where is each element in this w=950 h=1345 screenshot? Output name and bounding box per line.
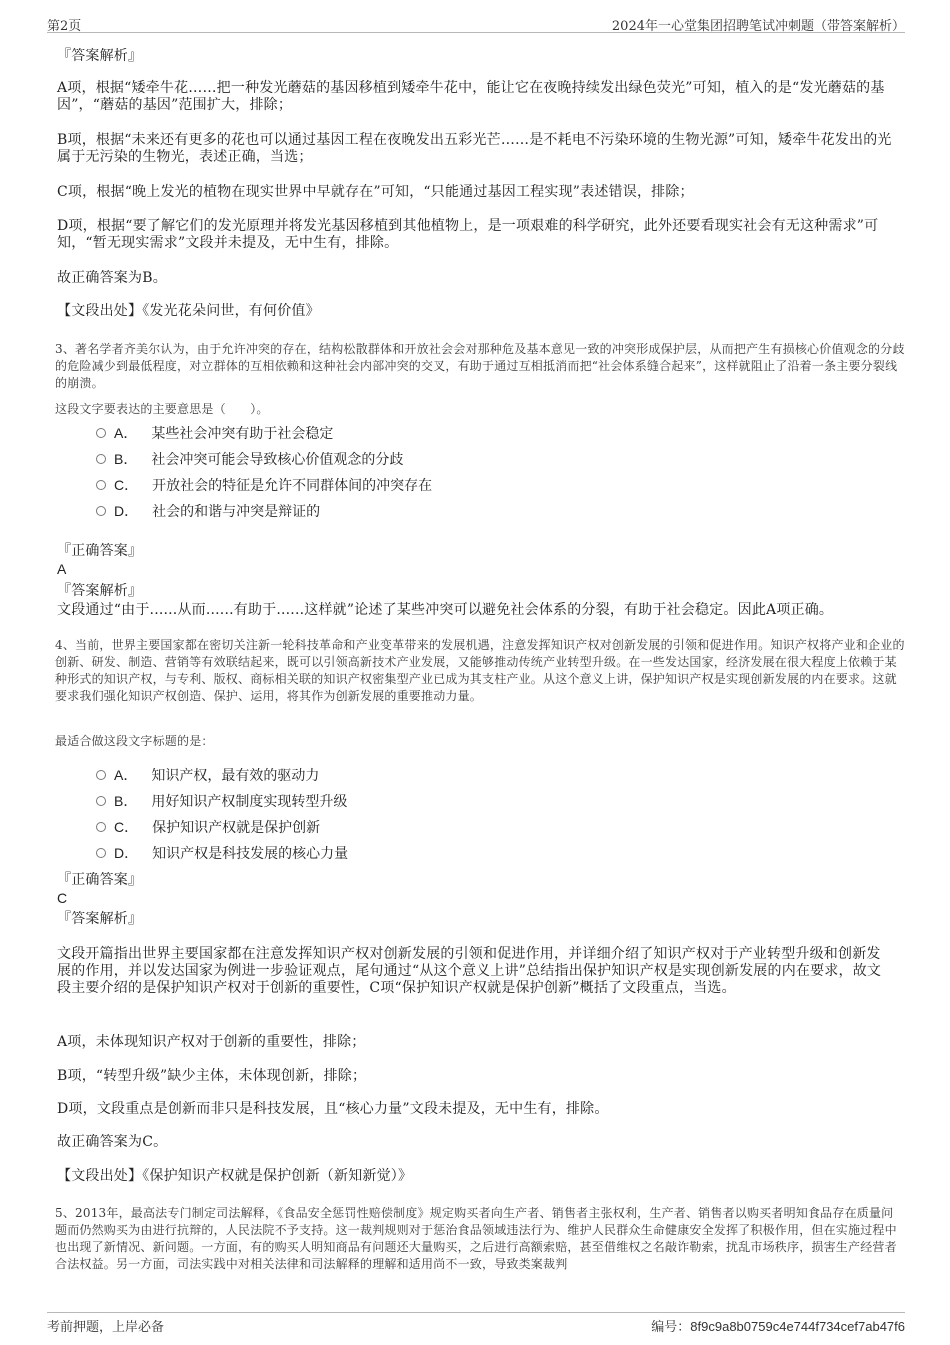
q3-correct-answer: A: [57, 561, 67, 577]
radio-icon[interactable]: [96, 480, 106, 490]
page-footer: [47, 1312, 905, 1335]
q3-option-c[interactable]: [96, 476, 432, 494]
option-letter: A．: [114, 767, 138, 783]
q2-analysis-label: 『答案解析』: [57, 48, 143, 64]
option-text: 知识产权是科技发展的核心力量: [152, 846, 349, 862]
q3-option-a[interactable]: [96, 424, 333, 442]
q3-correct-label: 『正确答案』: [57, 543, 143, 559]
option-text: 保护知识产权就是保护创新: [152, 820, 321, 836]
radio-icon[interactable]: [96, 822, 106, 832]
q4-conclusion: 故正确答案为C。: [57, 1134, 168, 1150]
option-text: 社会的和谐与冲突是辩证的: [152, 504, 321, 520]
option-letter: A．: [114, 425, 138, 441]
q4-question: 最适合做这段文字标题的是：: [55, 734, 214, 748]
q4-option-d[interactable]: [96, 844, 348, 862]
q4-correct-label: 『正确答案』: [57, 872, 143, 888]
q2-analysis-d: D项，根据“要了解它们的发光原理并将发光基因移植到其他植物上，是一项艰难的科学研究，此外还要看现实社会有无这种需求”可知，“暂无现实需求”文段并未提及，无中生有，排除。: [57, 218, 879, 251]
q4-analysis-label: 『答案解析』: [57, 911, 143, 927]
q3-option-d[interactable]: [96, 502, 320, 520]
option-text: 开放社会的特征是允许不同群体间的冲突存在: [152, 478, 433, 494]
option-text: 社会冲突可能会导致核心价值观念的分歧: [151, 452, 404, 468]
q5-stem: 5、2013年，最高法专门制定司法解释，《食品安全惩罚性赔偿制度》规定购买者向生产者、销售者主张权利，生产者、销售者以购买者明知食品存在质量问题而仍然购买为由进行抗辩的，人民法院不予支持。这一裁判规则对于惩治食品领域违法行为、维护人民群众生命健康安全发挥了积极作用，但在实施过程中也出现了新情况、新问题。一方面，有的购买人明知商品有问题还大量购买，之后进行高额索赔，甚至借维权之名敲诈勒索，扰乱市场秩序，损害生产经营者合法权益。另一方面，司法实践中对相关法律和司法解释的理解和适用尚不一致，导致类案裁判: [55, 1206, 897, 1271]
radio-icon[interactable]: [96, 848, 106, 858]
option-letter: C．: [114, 477, 139, 493]
document-code: [651, 1316, 905, 1335]
page-header: [47, 12, 905, 33]
q3-question: 这段文字要表达的主要意思是（ ）。: [55, 402, 269, 416]
option-text: 某些社会冲突有助于社会稳定: [151, 426, 334, 442]
radio-icon[interactable]: [96, 428, 106, 438]
q4-analysis-b: B项，“转型升级”缺少主体，未体现创新，排除；: [57, 1068, 367, 1084]
q4-analysis-d: D项，文段重点是创新而非只是科技发展，且“核心力量”文段未提及，无中生有，排除。: [57, 1101, 609, 1117]
option-text: 知识产权，最有效的驱动力: [151, 768, 320, 784]
q2-conclusion: 故正确答案为B。: [57, 270, 167, 286]
q4-option-c[interactable]: [96, 818, 320, 836]
q4-stem: 4、当前，世界主要国家都在密切关注新一轮科技革命和产业变革带来的发展机遇，注意发挥知识产权对创新发展的引领和促进作用。知识产权将产业和企业的创新、研发、制造、营销等有效联结起来，既可以引领高新技术产业发展，又能够推动传统产业转型升级。在一些发达国家，经济发展在很大程度上依赖于某种形式的知识产权，与专利、版权、商标相关联的知识产权密集型产业已成为其支柱产业。从这个意义上讲，保护知识产权是实现创新发展的内在要求。这就要求我们强化知识产权创造、保护、运用，将其作为创新发展的重要推动力量。: [55, 638, 905, 703]
q4-option-a[interactable]: [96, 766, 319, 784]
q3-option-b[interactable]: [96, 450, 403, 468]
q2-analysis-a: A项，根据“矮牵牛花……把一种发光蘑菇的基因移植到矮牵牛花中，能让它在夜晚持续发出绿色荧光”可知，植入的是“发光蘑菇的基因”，“蘑菇的基因”范围扩大，排除；: [57, 80, 885, 113]
radio-icon[interactable]: [96, 770, 106, 780]
q3-analysis-label: 『答案解析』: [57, 583, 143, 599]
radio-icon[interactable]: [96, 796, 106, 806]
code-value: 8f9c9a8b0759c4e744f734cef7ab47f6: [690, 1319, 905, 1334]
option-letter: D．: [114, 503, 139, 519]
q4-analysis: 文段开篇指出世界主要国家都在注意发挥知识产权对创新发展的引领和促进作用，并详细介绍了知识产权对于产业转型升级和创新发展的作用，并以发达国家为例进一步验证观点，尾句通过“从这个意义上讲”总结指出保护知识产权是实现创新发展的内在要求，故文段主要介绍的是保护知识产权对于创新的重要性，C项“保护知识产权就是保护创新”概括了文段重点，当选。: [57, 946, 882, 996]
option-letter: C．: [114, 819, 139, 835]
page-number: 第2页: [47, 19, 82, 34]
option-text: 用好知识产权制度实现转型升级: [151, 794, 348, 810]
option-letter: B．: [114, 451, 138, 467]
q4-option-b[interactable]: [96, 792, 347, 810]
q2-analysis-b: B项，根据“未来还有更多的花也可以通过基因工程在夜晚发出五彩光芒……是不耗电不污染环境的生物光源”可知，矮牵牛花发出的光属于无污染的生物光，表述正确，当选；: [57, 132, 892, 165]
radio-icon[interactable]: [96, 454, 106, 464]
radio-icon[interactable]: [96, 506, 106, 516]
q3-stem: 3、著名学者齐美尔认为，由于允许冲突的存在，结构松散群体和开放社会会对那种危及基本意见一致的冲突形成保护层，从而把产生有损核心价值观念的分歧的危险减少到最低程度，对立群体的互相依赖和这种社会内部冲突的交叉，有助于通过互相抵消而把“社会体系缝合起来”，这样就阻止了沿着一条主要分裂线的崩溃。: [55, 342, 905, 390]
q2-analysis-c: C项，根据“晚上发光的植物在现实世界中早就存在”可知，“只能通过基因工程实现”表述错误，排除；: [57, 184, 694, 200]
code-label: 编号：: [651, 1319, 691, 1334]
footer-slogan: 考前押题，上岸必备: [47, 1320, 165, 1335]
q3-analysis: 文段通过“由于......从而......有助于......这样就”论述了某些冲突可以避免社会体系的分裂，有助于社会稳定。因此A项正确。: [57, 602, 834, 618]
q4-analysis-a: A项，未体现知识产权对于创新的重要性，排除；: [57, 1034, 366, 1050]
option-letter: D．: [114, 845, 139, 861]
q4-source: 【文段出处】《保护知识产权就是保护创新（新知新觉）》: [57, 1168, 413, 1184]
q4-correct-answer: C: [57, 890, 68, 906]
option-letter: B．: [114, 793, 138, 809]
document-title: 2024年一心堂集团招聘笔试冲刺题（带答案解析）: [611, 19, 905, 34]
q2-source: 【文段出处】《发光花朵问世，有何价值》: [57, 303, 320, 319]
